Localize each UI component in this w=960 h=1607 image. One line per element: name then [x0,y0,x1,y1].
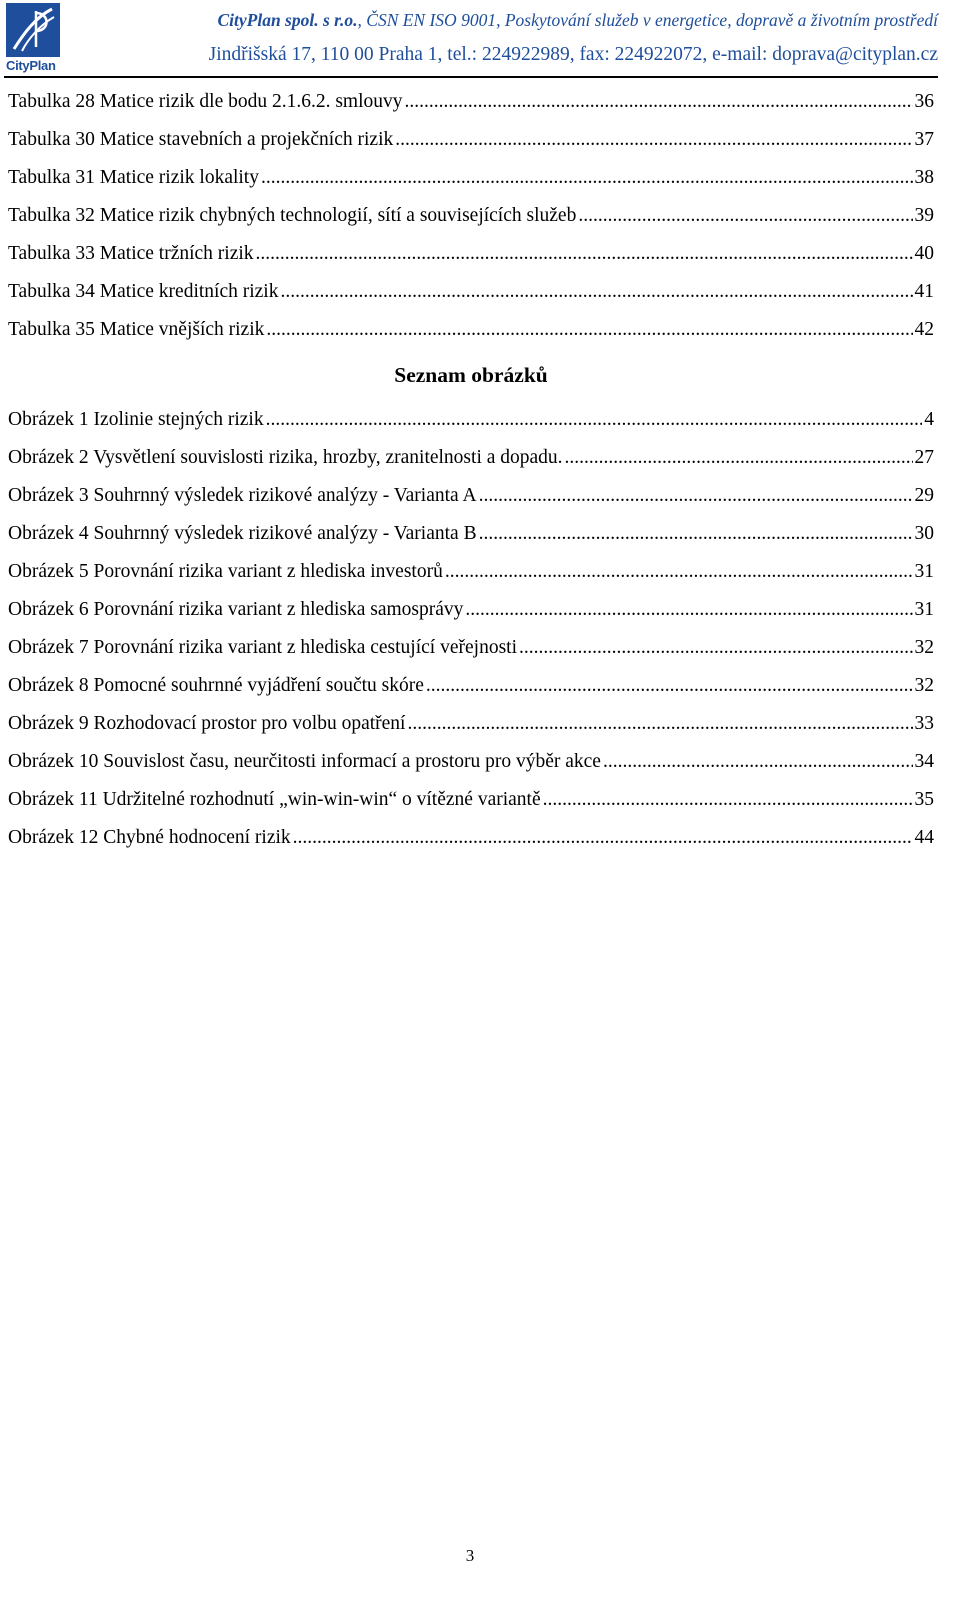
header-company-line [217,10,938,31]
toc-figure-entry-title: Obrázek 5 Porovnání rizika variant z hlediska investorů [8,561,443,582]
dot-leader [479,477,913,515]
toc-table-entry-title: Tabulka 34 Matice kreditních rizik [8,281,279,302]
dot-leader [280,273,912,311]
toc-table-entry[interactable] [8,159,934,197]
toc-figure-entry[interactable] [8,591,934,629]
toc-figure-entry-title: Obrázek 12 Chybné hodnocení rizik [8,827,291,848]
toc-table-entry-page: 39 [914,205,934,226]
toc-figure-entry-page: 33 [914,713,934,734]
toc-figure-entry-page: 32 [914,675,934,696]
toc-figure-entry-page: 34 [914,751,934,772]
header-company-description: , ČSN EN ISO 9001, Poskytování služeb v energetice, dopravě a životním prostředí [357,10,938,30]
logo-swoosh-icon [6,3,60,57]
toc-table-entry-title: Tabulka 33 Matice tržních rizik [8,243,254,264]
toc-figure-entry-title: Obrázek 4 Souhrnný výsledek rizikové analýzy - Varianta B [8,523,477,544]
header-divider [4,76,938,78]
toc-table-entry-title: Tabulka 35 Matice vnějších rizik [8,319,265,340]
dot-leader [603,743,913,781]
toc-figure-entry-page: 31 [914,561,934,582]
toc-table-entry-title: Tabulka 31 Matice rizik lokality [8,167,259,188]
dot-leader [465,591,912,629]
page-number: 3 [465,1546,475,1565]
toc-figure-entry-title: Obrázek 3 Souhrnný výsledek rizikové analýzy - Varianta A [8,485,477,506]
toc-figure-entry-page: 31 [914,599,934,620]
page-header [0,0,960,78]
toc-table-entry[interactable] [8,311,934,349]
toc-table-entry-page: 42 [914,319,934,340]
toc-figure-entry-page: 27 [914,447,934,468]
figures-heading: Seznam obrázků [394,363,548,387]
toc-table-entry[interactable] [8,83,934,121]
dot-leader [578,197,912,235]
logo-wordmark: CityPlan [6,58,56,73]
dot-leader [426,667,913,705]
tables-list [8,83,934,349]
toc-figure-entry[interactable] [8,819,934,857]
toc-table-entry[interactable] [8,197,934,235]
header-contact-line: Jindřišská 17, 110 00 Praha 1, tel.: 224922989, fax: 224922072, e-mail: doprava@cityplan.cz [208,44,938,65]
toc-table-entry-page: 41 [914,281,934,302]
dot-leader [261,159,913,197]
toc-table-entry-title: Tabulka 30 Matice stavebních a projekčních rizik [8,129,394,150]
toc-figure-entry[interactable] [8,629,934,667]
toc-table-entry-title: Tabulka 32 Matice rizik chybných technologií, sítí a souvisejících služeb [8,205,577,226]
toc-table-entry-title: Tabulka 28 Matice rizik dle bodu 2.1.6.2. smlouvy [8,91,403,112]
figures-list [8,401,934,857]
dot-leader [479,515,913,553]
toc-table-entry-page: 36 [914,91,934,112]
toc-figure-entry-page: 35 [914,789,934,810]
toc-table-entry[interactable] [8,235,934,273]
toc-figure-entry-title: Obrázek 6 Porovnání rizika variant z hlediska samosprávy [8,599,464,620]
toc-figure-entry-title: Obrázek 8 Pomocné souhrnné vyjádření součtu skóre [8,675,424,696]
toc-figure-entry[interactable] [8,667,934,705]
toc-figure-entry[interactable] [8,781,934,819]
header-company-name: CityPlan spol. s r.o. [217,10,358,30]
toc-figure-entry-page: 29 [914,485,934,506]
toc-table-entry-page: 37 [914,129,934,150]
toc-table-entry[interactable] [8,121,934,159]
logo-mark [6,3,60,57]
toc-figure-entry-title: Obrázek 1 Izolinie stejných rizik [8,409,264,430]
table-of-contents [8,83,934,857]
toc-figure-entry-title: Obrázek 2 Vysvětlení souvislosti rizika, hrozby, zranitelnosti a dopadu. [8,447,563,468]
toc-figure-entry[interactable] [8,477,934,515]
dot-leader [445,553,913,591]
dot-leader [519,629,913,667]
toc-table-entry-page: 38 [914,167,934,188]
toc-table-entry-page: 40 [914,243,934,264]
toc-figure-entry-title: Obrázek 10 Souvislost času, neurčitosti informací a prostoru pro výběr akce [8,751,601,772]
toc-figure-entry-title: Obrázek 7 Porovnání rizika variant z hlediska cestující veřejnosti [8,637,517,658]
dot-leader [266,401,923,439]
toc-figure-entry[interactable] [8,705,934,743]
cityplan-logo [6,3,62,75]
toc-figure-entry-page: 32 [914,637,934,658]
dot-leader [543,781,913,819]
toc-figure-entry[interactable] [8,553,934,591]
dot-leader [405,83,913,121]
dot-leader [565,439,913,477]
toc-figure-entry[interactable] [8,743,934,781]
dot-leader [266,311,912,349]
dot-leader [407,705,912,743]
toc-figure-entry[interactable] [8,401,934,439]
dot-leader [395,121,912,159]
toc-figure-entry-page: 44 [914,827,934,848]
toc-figure-entry[interactable] [8,515,934,553]
toc-table-entry[interactable] [8,273,934,311]
toc-figure-entry-title: Obrázek 9 Rozhodovací prostor pro volbu opatření [8,713,406,734]
toc-figure-entry-page: 30 [914,523,934,544]
toc-figure-entry-page: 4 [924,409,934,430]
toc-figure-entry[interactable] [8,439,934,477]
toc-figure-entry-title: Obrázek 11 Udržitelné rozhodnutí „win-win-win“ o vítězné variantě [8,789,541,810]
dot-leader [293,819,913,857]
dot-leader [256,235,913,273]
